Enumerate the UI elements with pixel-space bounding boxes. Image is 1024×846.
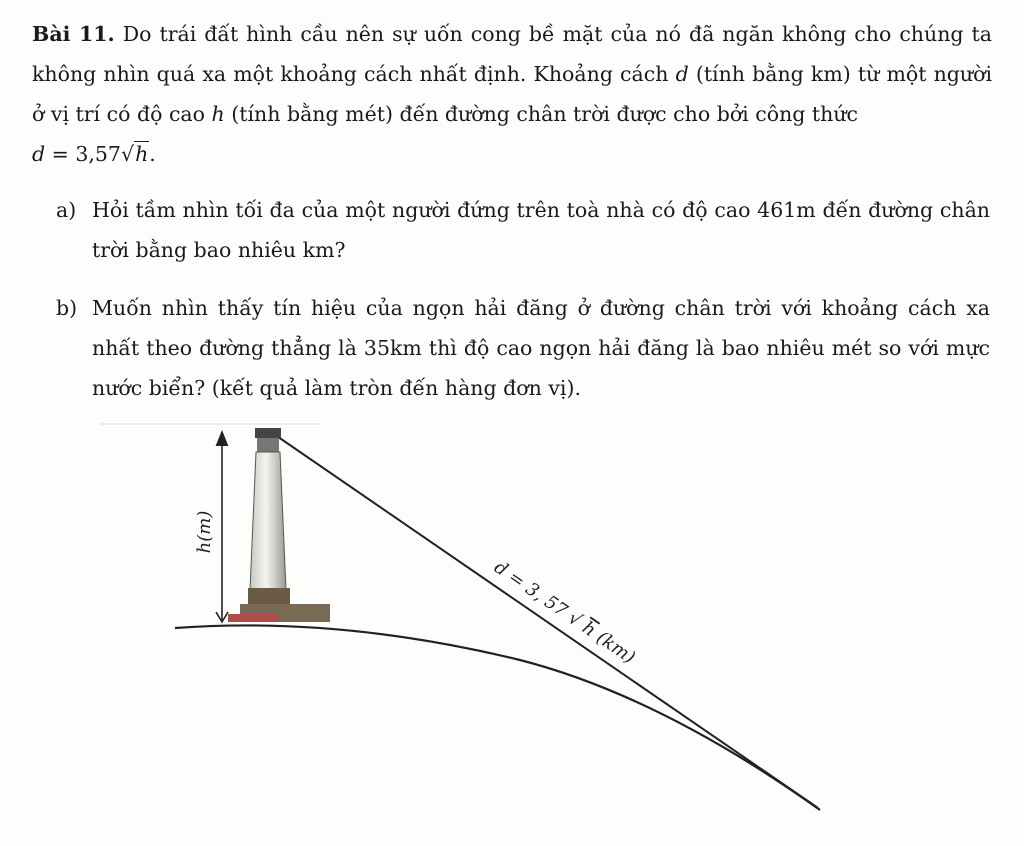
question-a-text: Hỏi tầm nhìn tối đa của một người đứng trên toà nhà có độ cao 461m đến đường chân trời bằng bao nhiêu km? — [92, 198, 990, 262]
intro-text-3: (tính bằng mét) đến đường chân trời được cho bởi công thức — [224, 102, 859, 126]
earth-surface-curve — [175, 625, 820, 810]
intro-text-2: (tính bằng km) từ một người ở vị trí có độ cao — [32, 62, 993, 126]
var-h: h — [211, 102, 225, 126]
sqrt-symbol: √ — [120, 142, 135, 166]
distance-label-post: (km) — [592, 627, 640, 669]
formula-end: . — [149, 142, 156, 166]
distance-label-rad: h — [578, 617, 600, 642]
line-of-sight — [268, 430, 818, 808]
question-a-label: a) — [56, 198, 77, 222]
lighthouse-icon — [228, 428, 330, 622]
var-d: d — [675, 62, 689, 86]
question-b-text: Muốn nhìn thấy tín hiệu của ngọn hải đăng ở đường chân trời với khoảng cách xa nhất theo đường thẳng là 35km thì độ cao ngọn hải đăng là bao nhiêu mét so với mực nước biển? (kết quả làm tròn đến hàng đơn vị). — [92, 296, 990, 400]
formula-radicand: h — [135, 142, 149, 166]
formula-eq: = 3,57 — [45, 142, 121, 166]
svg-text:d = 3, 57 √ h — [490, 557, 639, 668]
distance-label-sqrt: √ — [564, 607, 586, 632]
intro-text-1: Do trái đất hình cầu nên sự uốn cong bề mặt của nó đã ngăn không cho chúng ta không nhìn quá xa một khoảng cách nhất định. Khoảng cách — [32, 22, 992, 86]
formula-lhs: d — [32, 142, 46, 166]
problem-heading: Bài 11. — [32, 22, 115, 46]
distance-formula-label — [490, 557, 639, 668]
height-label: h(m) — [194, 510, 215, 554]
distance-label-pre: d = 3, 57 — [490, 556, 572, 622]
question-b-label: b) — [56, 296, 78, 320]
